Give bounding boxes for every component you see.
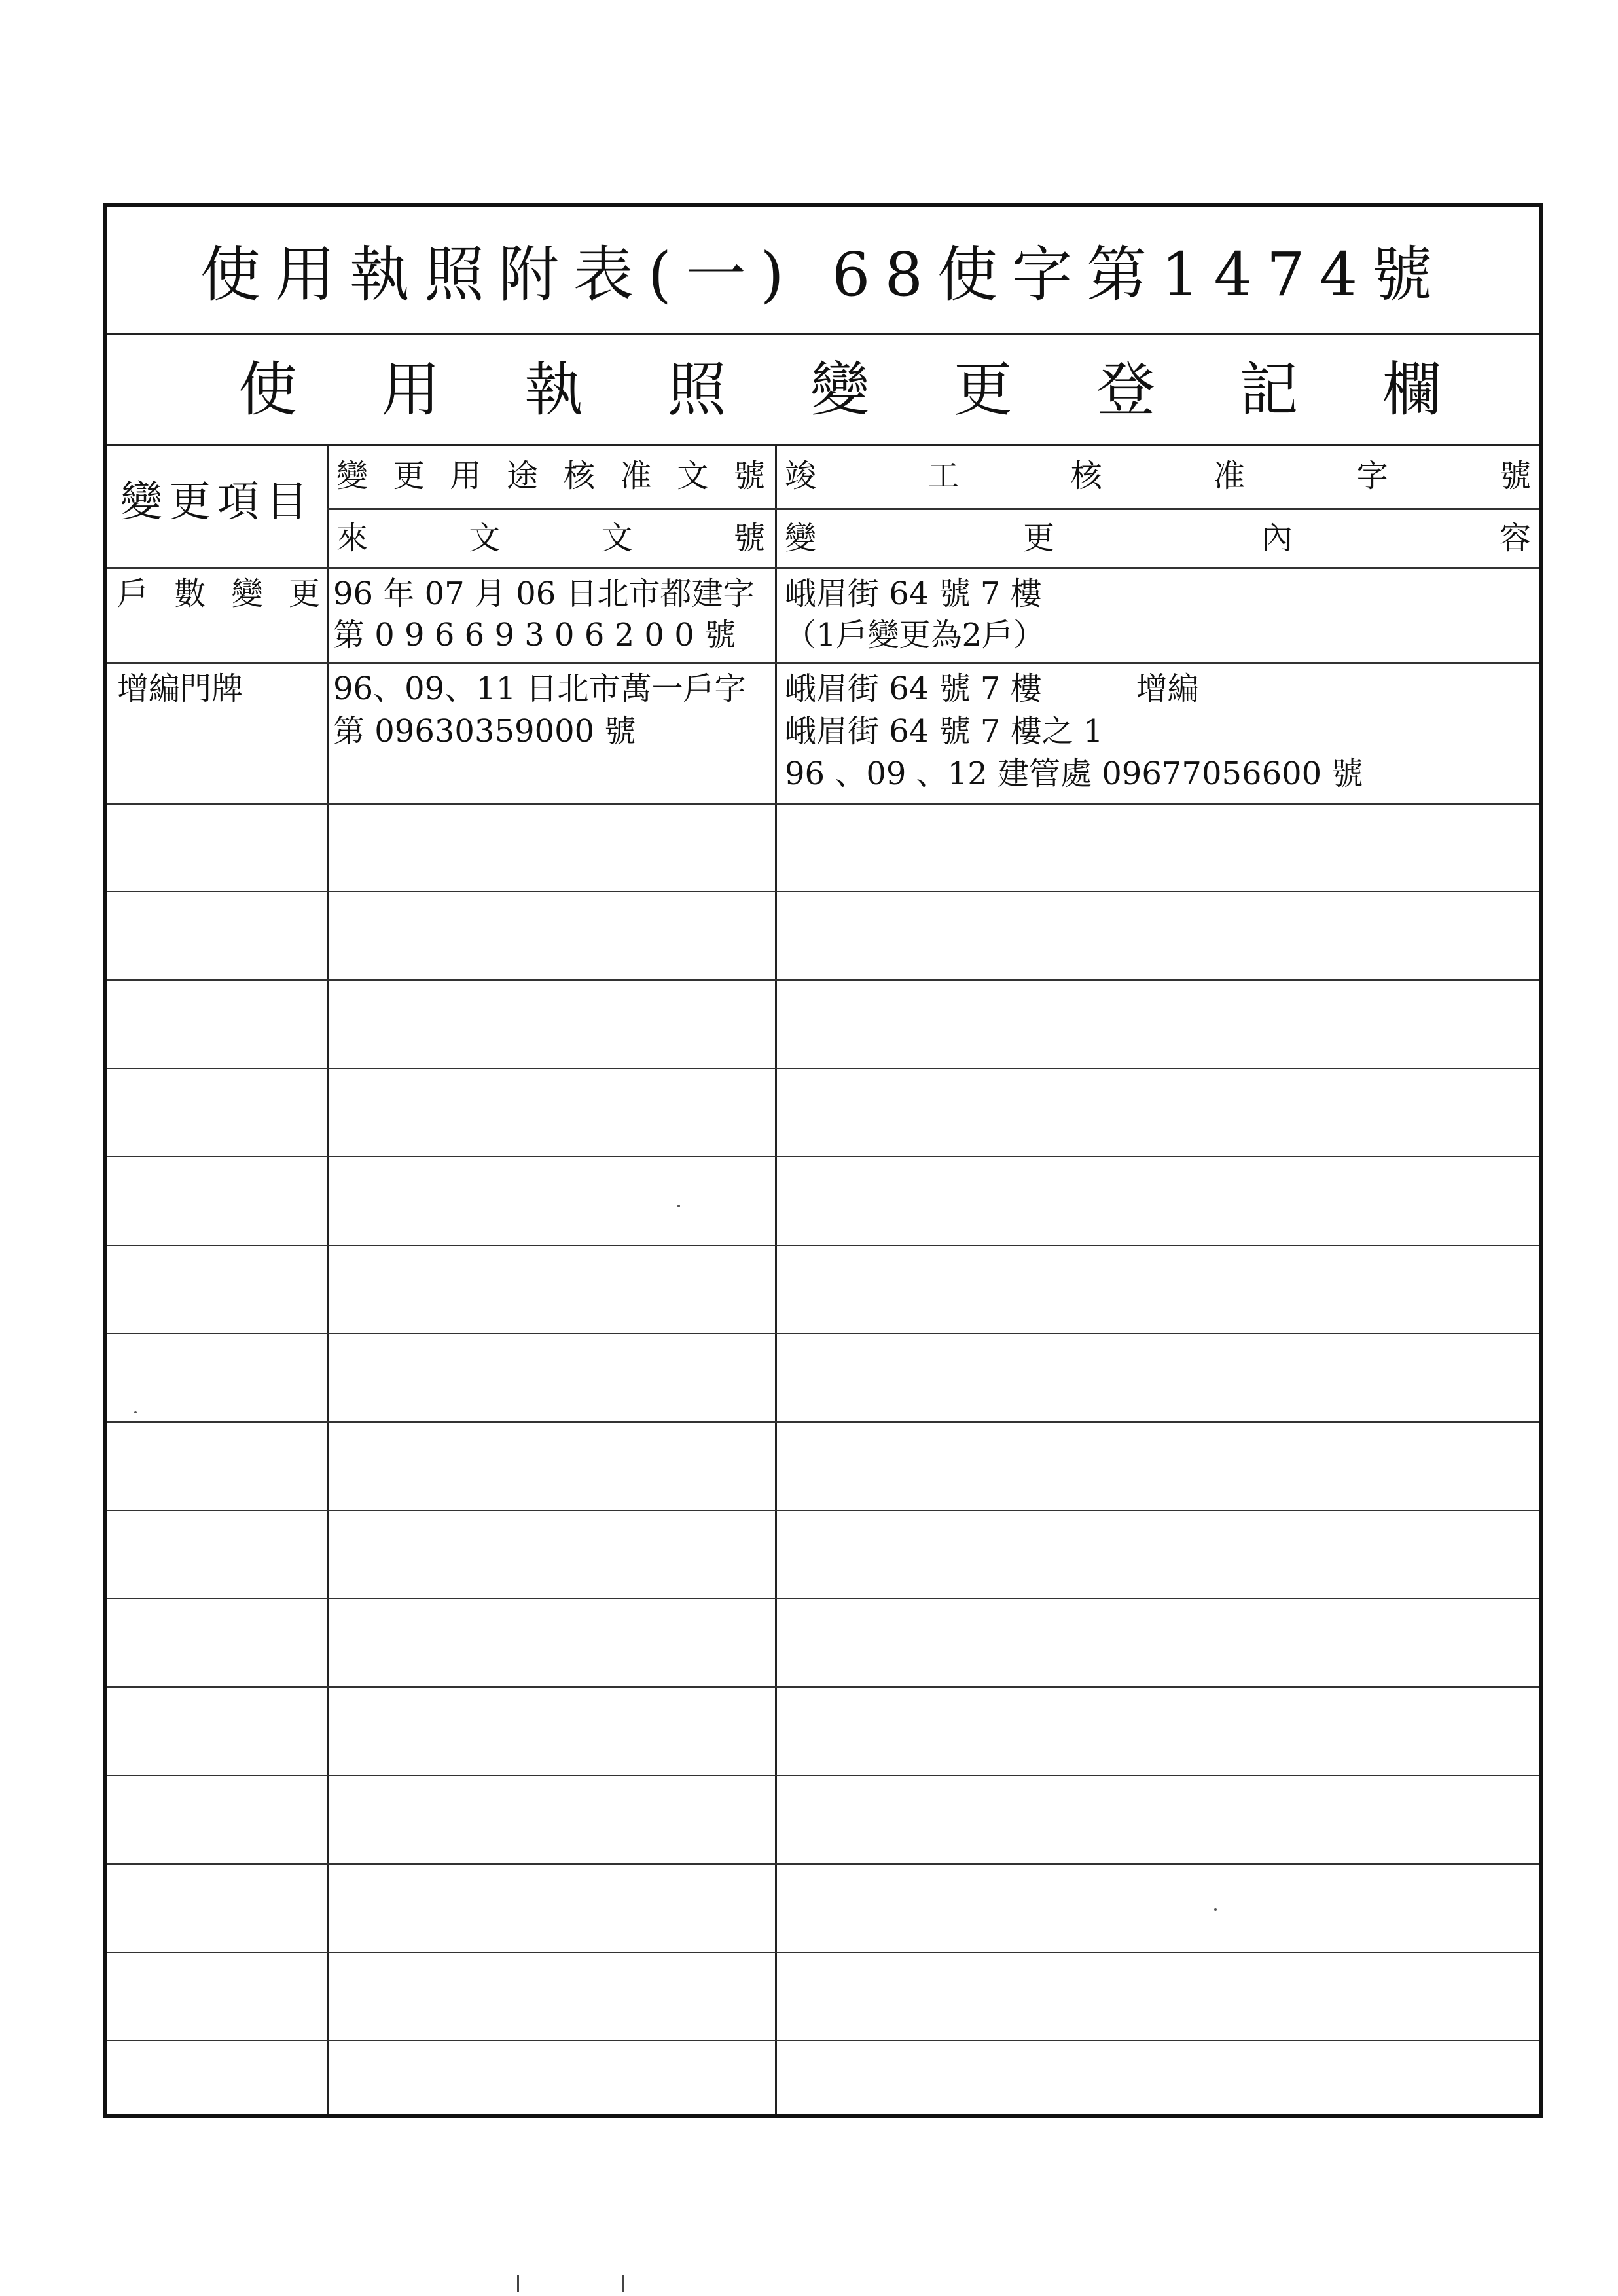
header-char: 用 [450, 458, 482, 494]
row-divider [107, 1421, 1539, 1423]
header-completion-approval-no [785, 456, 1531, 496]
row-divider [107, 1245, 1539, 1246]
license-form-frame [103, 203, 1543, 2118]
item-char: 變 [231, 575, 263, 612]
change-record-table [107, 446, 1539, 2114]
subtitle-char: 用 [381, 355, 440, 424]
row-divider [107, 1156, 1539, 1157]
title-row [107, 207, 1539, 335]
header-char: 號 [1499, 458, 1531, 494]
header-divider [327, 508, 1539, 510]
header-incoming-doc-no [336, 518, 765, 558]
form-subtitle [107, 354, 1539, 426]
row-divider [107, 1068, 1539, 1069]
scan-mark [622, 2275, 624, 2292]
header-char: 更 [1022, 520, 1054, 556]
row-divider [107, 1775, 1539, 1776]
row-divider [107, 1510, 1539, 1511]
header-approval-doc-no [336, 456, 765, 496]
row-doc-line: 96 年 07 月 06 日北市都建字 [333, 575, 755, 612]
row-divider [107, 567, 1539, 569]
scan-speck [677, 1205, 680, 1207]
scan-speck [134, 1411, 137, 1413]
header-char: 容 [1499, 520, 1531, 556]
header-char: 途 [507, 458, 539, 494]
header-char: 工 [927, 458, 960, 494]
header-change-item: 變更項目 [120, 478, 314, 526]
item-char: 數 [174, 575, 206, 612]
header-change-content [785, 518, 1531, 558]
header-char: 變 [785, 520, 817, 556]
subtitle-char: 執 [524, 355, 583, 424]
header-char: 核 [563, 458, 595, 494]
scan-mark [517, 2275, 519, 2292]
scan-speck [1214, 1908, 1217, 1911]
header-char: 更 [393, 458, 425, 494]
row-content-line: 峨眉街 64 號 7 樓 增編 [785, 670, 1199, 707]
subtitle-char: 登 [1096, 355, 1155, 424]
header-char: 文 [677, 458, 709, 494]
item-char: 更 [288, 575, 320, 612]
subtitle-char: 更 [953, 355, 1013, 424]
row-divider [107, 1686, 1539, 1688]
row-divider [107, 2040, 1539, 2041]
row-divider [107, 803, 1539, 805]
row-divider [107, 1333, 1539, 1334]
row-divider [107, 1598, 1539, 1599]
header-char: 內 [1261, 520, 1293, 556]
header-char: 文 [601, 520, 633, 556]
row-doc-line: 96、09、11 日北市萬一戶字 [333, 670, 746, 707]
row-content-line: 峨眉街 64 號 7 樓之 1 [785, 713, 1104, 750]
row-doc-line: 第 09630359000 號 [333, 713, 636, 750]
form-title: 使用執照附表(一) 68使字第1474號 [200, 240, 1447, 310]
header-char: 來 [336, 520, 369, 556]
header-char: 竣 [785, 458, 817, 494]
row-divider [107, 1863, 1539, 1865]
row-divider [107, 891, 1539, 892]
header-char: 號 [733, 458, 765, 494]
header-char: 號 [733, 520, 765, 556]
row-content-line: 峨眉街 64 號 7 樓 [785, 575, 1042, 612]
subtitle-char: 欄 [1382, 355, 1441, 424]
header-char: 變 [336, 458, 369, 494]
header-char: 准 [1214, 458, 1246, 494]
header-char: 准 [620, 458, 652, 494]
row-divider [107, 1952, 1539, 1953]
subtitle-char: 使 [238, 355, 297, 424]
subtitle-char: 照 [667, 355, 727, 424]
row-content-line: （1戶變更為2戶） [785, 617, 1045, 653]
row-divider [107, 662, 1539, 664]
header-char: 核 [1070, 458, 1102, 494]
subtitle-char: 記 [1239, 355, 1299, 424]
row-divider [107, 979, 1539, 981]
subtitle-row [107, 335, 1539, 446]
row-doc-line: 第 0 9 6 6 9 3 0 6 2 0 0 號 [333, 617, 736, 653]
row-content-line: 96 、09 、12 建管處 09677056600 號 [785, 756, 1363, 792]
item-char: 戶 [117, 575, 149, 612]
header-char: 字 [1356, 458, 1388, 494]
header-char: 文 [469, 520, 501, 556]
subtitle-char: 變 [810, 355, 869, 424]
row-item-household-change [117, 574, 320, 614]
row-item-add-house-number: 增編門牌 [117, 670, 243, 707]
